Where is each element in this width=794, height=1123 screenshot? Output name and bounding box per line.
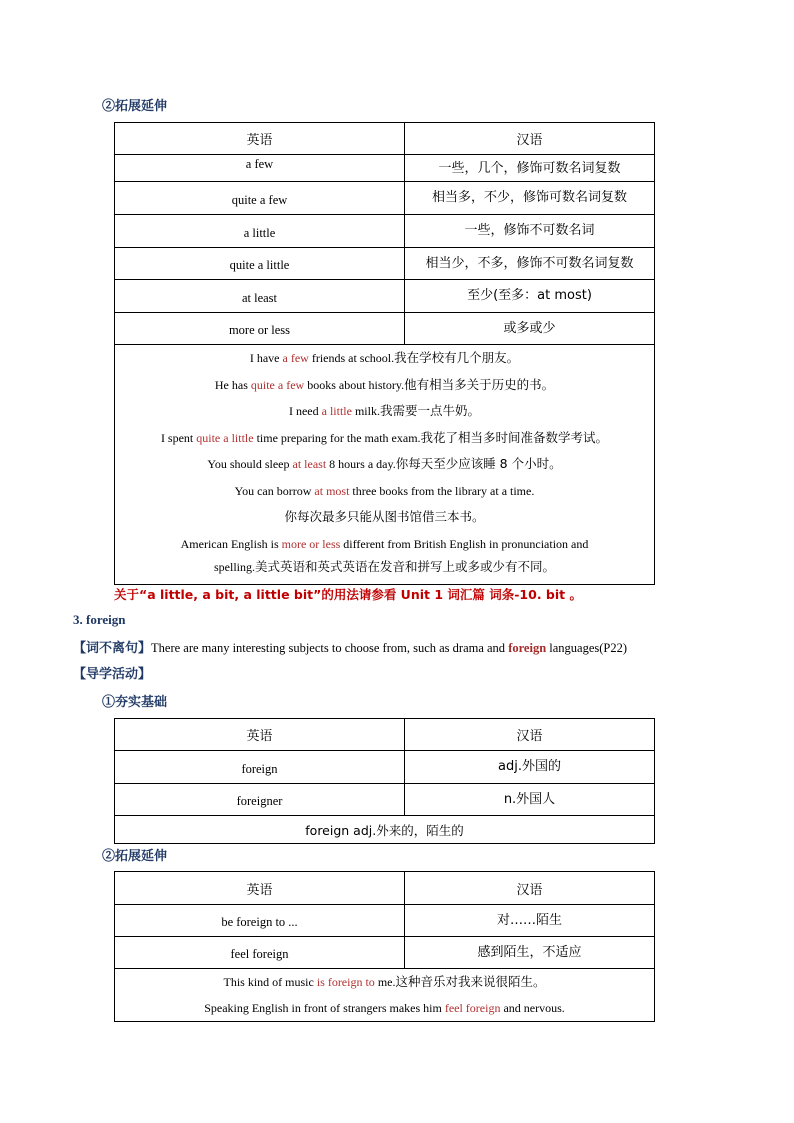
example-sentence: I spent quite a little time preparing for the math exam.我花了相当多时间准备数学考试。 (160, 429, 609, 445)
row-zh: 一些，修饰不可数名词 (405, 215, 655, 248)
row-en: be foreign to ... (115, 905, 405, 937)
row-en: more or less (115, 313, 405, 345)
row-zh: 或多或少 (405, 313, 655, 345)
example-sentence: You should sleep at least 8 hours a day.你每天至少应该睡 8 个小时。 (207, 456, 562, 471)
row-zh: 一些，几个，修饰可数名词复数 (405, 155, 655, 182)
row-zh: adj.外国的 (405, 751, 655, 784)
example-sentence: This kind of music is foreign to me.这种音乐对我来说很陌生。 (223, 974, 546, 989)
header-chinese: 汉语 (405, 123, 655, 155)
row-en: foreigner (115, 784, 405, 816)
example-sentence: I have a few friends at school.我在学校有几个朋友。 (249, 350, 520, 365)
section-heading-extend-2: ②拓展延伸 (102, 849, 168, 864)
row-en: quite a little (115, 248, 405, 280)
example-sentence: You can borrow at most three books from the library at a time. (234, 483, 535, 498)
header-english: 英语 (115, 123, 405, 155)
entry-title: 3. foreign (73, 612, 126, 627)
guide-activities-label: 【导学活动】 (73, 667, 152, 682)
example-sentence: American English is more or less different from British English in pronunciation and (180, 536, 589, 551)
section-heading-basics: ①夯实基础 (102, 695, 168, 710)
row-en: feel foreign (115, 937, 405, 969)
example-sentence: Speaking English in front of strangers makes him feel foreign and nervous. (204, 1001, 565, 1015)
header-english: 英语 (115, 719, 405, 751)
row-en: a little (115, 215, 405, 248)
row-zh: 至少(至多：at most) (405, 280, 655, 313)
vocab-table-extend-2 (114, 871, 655, 1022)
examples-cell (115, 969, 655, 1022)
row-zh: 相当少，不多，修饰不可数名词复数 (405, 248, 655, 280)
context-label: 【词不离句】 (73, 641, 152, 656)
row-en: quite a few (115, 182, 405, 215)
table-footer-note: foreign adj.外来的，陌生的 (115, 816, 655, 844)
vocab-table-basics (114, 718, 655, 844)
row-en: a few (115, 155, 405, 182)
vocab-table-extend (114, 122, 655, 585)
header-chinese: 汉语 (405, 872, 655, 905)
row-en: foreign (115, 751, 405, 784)
cross-reference-note: 关于“a little, a bit, a little bit”的用法请参看 Unit 1 词汇篇 词条-10. bit 。 (114, 587, 582, 602)
header-chinese: 汉语 (405, 719, 655, 751)
example-translation: 你每次最多只能从图书馆借三本书。 (284, 509, 485, 524)
row-zh: 相当多，不少，修饰可数名词复数 (405, 182, 655, 215)
row-zh: n.外国人 (405, 784, 655, 816)
section-heading-extend: ②拓展延伸 (102, 99, 168, 114)
row-zh: 感到陌生，不适应 (405, 937, 655, 969)
row-zh: 对……陌生 (405, 905, 655, 937)
header-english: 英语 (115, 872, 405, 905)
row-en: at least (115, 280, 405, 313)
example-sentence: He has quite a few books about history.他有相当多关于历史的书。 (214, 376, 555, 392)
examples-cell (115, 345, 655, 585)
example-sentence: I need a little milk.我需要一点牛奶。 (288, 403, 480, 418)
context-sentence: 【词不离句】There are many interesting subjects to choose from, such as drama and foreign languages(P22) (73, 641, 628, 656)
example-sentence: spelling.美式英语和英式英语在发音和拼写上或多或少有不同。 (213, 559, 555, 574)
